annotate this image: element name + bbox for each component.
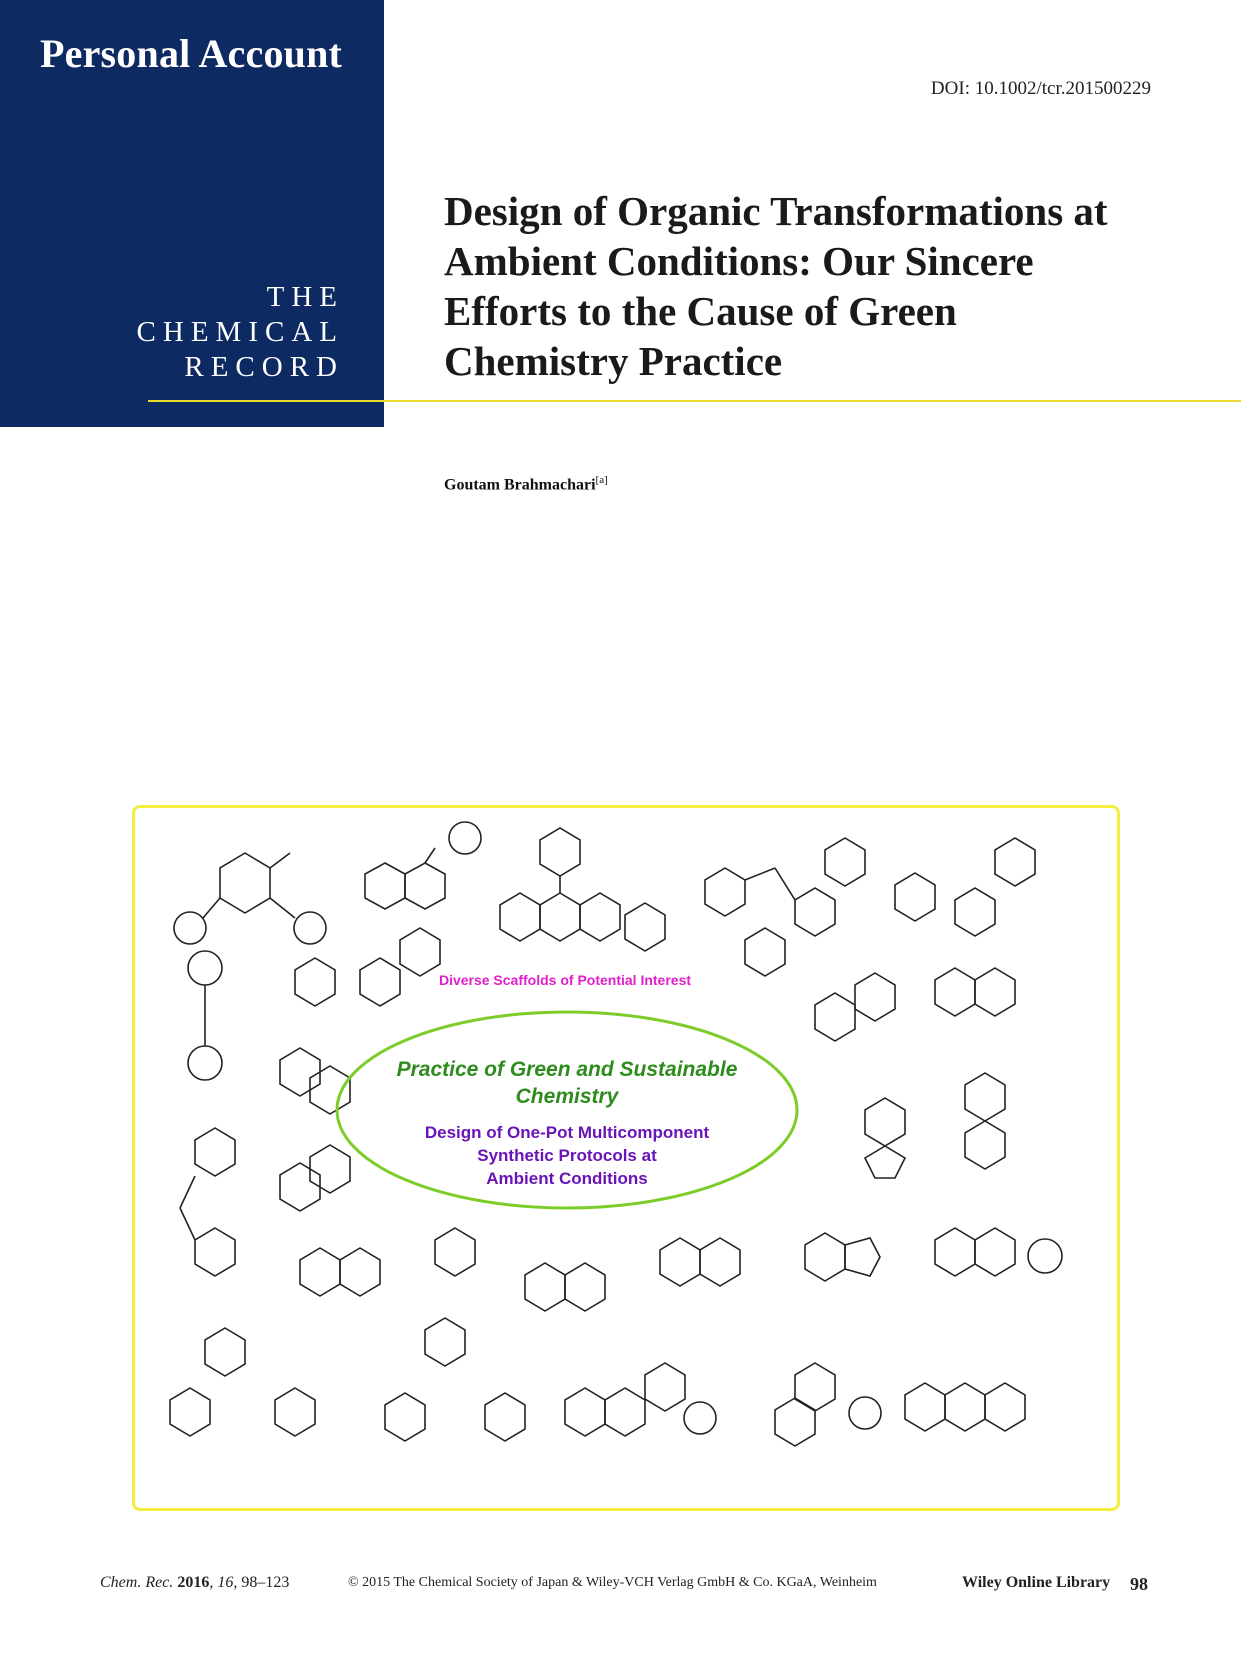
molecule-barbiturate-indole <box>895 838 1035 936</box>
author-line <box>444 474 608 494</box>
molecule-coumarin-indole <box>300 1228 475 1296</box>
center-subtitle-line-2: Synthetic Protocols at <box>477 1146 657 1165</box>
citation: Chem. Rec. 2016, 16, 98–123 <box>100 1574 290 1591</box>
page-number: 98 <box>1130 1574 1148 1594</box>
header-color-block <box>0 0 384 427</box>
molecule-pyranone-indole <box>705 838 865 936</box>
molecule-phosphonate-chromene <box>525 1263 605 1311</box>
molecule-meldrum-indole <box>295 928 440 1006</box>
molecule-quinoxaline <box>660 1238 740 1286</box>
molecule-dihydropyridine <box>174 853 326 944</box>
molecule-tetrahydrochromene <box>935 1228 1062 1276</box>
header-rule <box>148 400 1241 402</box>
molecule-pyranopyranone <box>965 1073 1005 1169</box>
author-affiliation: [a] <box>595 474 608 486</box>
copyright: © 2015 The Chemical Society of Japan & Wiley-VCH Verlag GmbH & Co. KGaA, Weinheim <box>348 1575 877 1590</box>
journal-line-1: THE <box>266 281 344 313</box>
wiley-online-library-link[interactable]: Wiley Online Library <box>962 1574 1111 1591</box>
molecule-acenaphthylene-bisindole <box>385 1318 525 1441</box>
journal-abbreviation: Chem. Rec. <box>100 1574 174 1591</box>
article-title: Design of Organic Transformations at Ambient Conditions: Our Sincere Efforts to the Cause of Green Chemistry Practice <box>444 188 1108 384</box>
journal-line-3: RECORD <box>184 351 344 383</box>
journal-name <box>137 280 344 385</box>
molecule-benzimidazole <box>805 1233 880 1281</box>
molecule-spirooxindole-bisindole <box>170 1328 315 1436</box>
graphical-abstract <box>132 805 1120 1511</box>
scaffolds-label: Diverse Scaffolds of Potential Interest <box>438 972 692 988</box>
molecule-bis-naphthoquinone <box>280 1048 350 1211</box>
doi[interactable]: DOI: 10.1002/tcr.201500229 <box>930 78 1151 99</box>
center-subtitle-line-1: Design of One-Pot Multicomponent <box>424 1123 710 1142</box>
scaffolds-drawing <box>135 808 1117 1508</box>
citation-year: 2016 <box>177 1574 210 1591</box>
molecule-chromene-thio <box>365 822 481 909</box>
molecule-pyranopyrazole <box>865 1098 905 1178</box>
section-label: Personal Account <box>40 31 343 76</box>
author-name: Goutam Brahmachari <box>444 476 596 494</box>
center-heading-line-1: Practice of Green and Sustainable <box>396 1058 738 1081</box>
molecule-aminoacetonitrile <box>188 951 222 1080</box>
citation-pages: 98–123 <box>241 1574 290 1591</box>
molecule-bis-uracil <box>180 1128 235 1276</box>
molecule-pyranopyrimidine <box>935 968 1015 1016</box>
molecule-dimedone-indole <box>745 928 895 1041</box>
center-subtitle-line-3: Ambient Conditions <box>486 1169 648 1188</box>
molecule-pyranocoumarin <box>565 1363 716 1436</box>
molecule-chromenopyrimidine <box>500 828 665 951</box>
center-heading-line-2: Chemistry <box>515 1085 619 1108</box>
journal-line-2: CHEMICAL <box>136 316 344 348</box>
molecule-pyranopyranone-2 <box>775 1363 881 1446</box>
citation-volume: 16 <box>217 1574 234 1591</box>
molecule-naphthopyran <box>905 1383 1025 1431</box>
